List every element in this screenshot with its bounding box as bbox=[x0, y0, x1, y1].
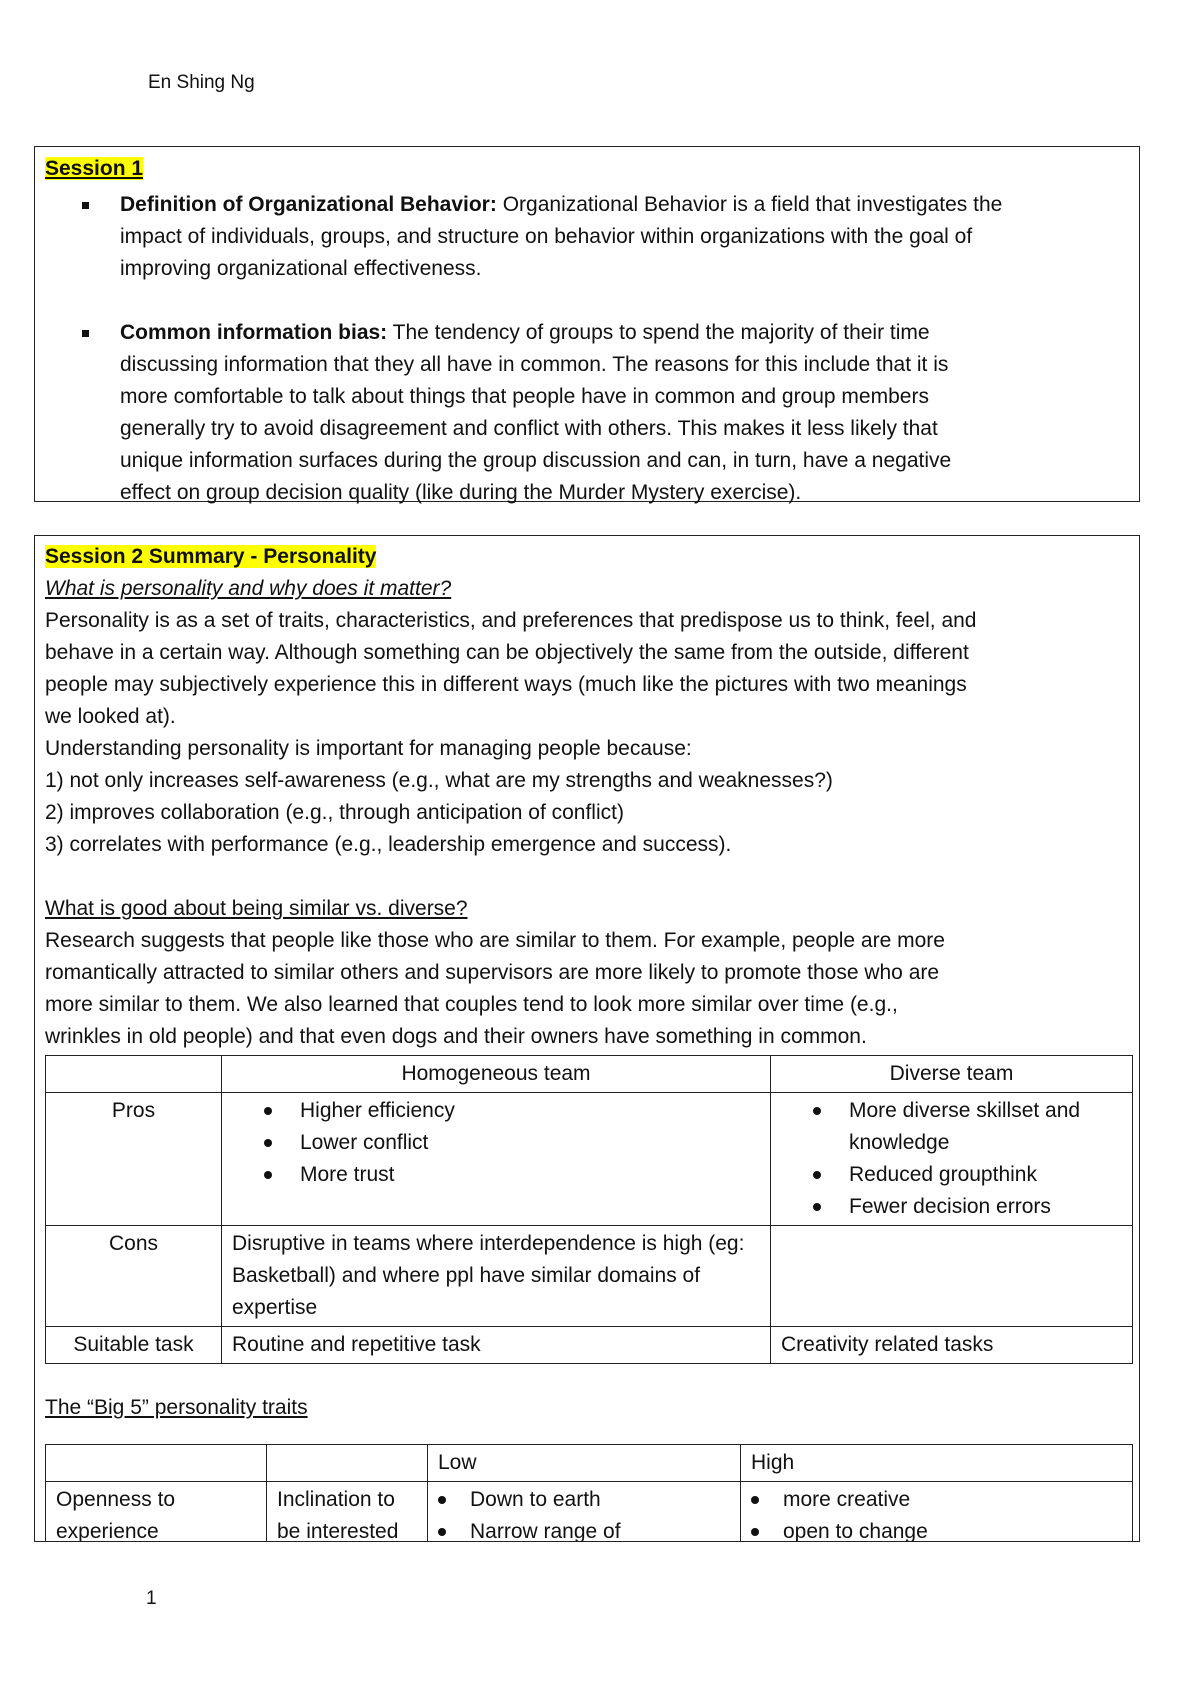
table-row bbox=[46, 1482, 1133, 1543]
session1-title: Session 1 bbox=[45, 157, 144, 180]
table-cell: Disruptive in teams where interdependence is high (eg: Basketball) and where ppl have similar domains of expertise bbox=[222, 1226, 771, 1327]
session2-box bbox=[34, 535, 1140, 1542]
list-item bbox=[232, 1127, 760, 1159]
definition-text: The tendency of groups to spend the majority of their time bbox=[392, 321, 930, 344]
paragraph-line: 1) not only increases self-awareness (e.g., what are my strengths and weaknesses?) bbox=[45, 769, 833, 792]
row-label: Cons bbox=[46, 1226, 222, 1327]
row-label: Suitable task bbox=[46, 1327, 222, 1364]
paragraph-line: Research suggests that people like those who are similar to them. For example, people are more bbox=[45, 929, 945, 952]
table-cell bbox=[222, 1093, 771, 1226]
session1-list bbox=[45, 189, 1129, 509]
list-item bbox=[232, 1159, 760, 1191]
session1-box bbox=[34, 146, 1140, 502]
list-item bbox=[45, 189, 1129, 285]
list-item-text: Higher efficiency bbox=[300, 1099, 455, 1122]
list-item-text: more creative bbox=[783, 1488, 911, 1511]
bullet-list bbox=[232, 1095, 760, 1191]
paragraph-line: more similar to them. We also learned that couples tend to look more similar over time (e.g., bbox=[45, 993, 898, 1016]
bullet-icon bbox=[438, 1528, 446, 1536]
bullet-icon bbox=[438, 1496, 446, 1504]
section-heading: The “Big 5” personality traits bbox=[45, 1396, 308, 1419]
term-label: Common information bias: bbox=[120, 321, 388, 344]
table-header-cell: Homogeneous team bbox=[222, 1056, 771, 1093]
definition-text: unique information surfaces during the group discussion and can, in turn, have a negative bbox=[120, 449, 952, 472]
bullet-list bbox=[438, 1484, 730, 1542]
list-item bbox=[438, 1484, 730, 1516]
definition-text: effect on group decision quality (like during the Murder Mystery exercise). bbox=[120, 481, 802, 504]
author-name: En Shing Ng bbox=[148, 72, 255, 93]
page-number: 1 bbox=[146, 1588, 157, 1609]
table-header-cell: Low bbox=[428, 1445, 741, 1482]
bullet-icon bbox=[813, 1107, 821, 1115]
table-row bbox=[46, 1093, 1133, 1226]
bullet-icon bbox=[751, 1528, 759, 1536]
paragraph-line: people may subjectively experience this in different ways (much like the pictures with two meanings bbox=[45, 673, 967, 696]
bullet-icon bbox=[813, 1203, 821, 1211]
table-header-cell: Diverse team bbox=[771, 1056, 1133, 1093]
question-heading: What is personality and why does it matter? bbox=[45, 577, 452, 600]
list-item-text: More trust bbox=[300, 1163, 395, 1186]
table-cell bbox=[741, 1482, 1133, 1543]
paragraph-line: we looked at). bbox=[45, 705, 176, 728]
list-item-text: Down to earth bbox=[470, 1488, 601, 1511]
table-cell bbox=[428, 1482, 741, 1543]
definition-text: Organizational Behavior is a field that investigates the bbox=[502, 193, 1003, 216]
spacer bbox=[45, 861, 1131, 893]
table-cell: Routine and repetitive task bbox=[222, 1327, 771, 1364]
list-item bbox=[781, 1159, 1122, 1191]
table-cell bbox=[771, 1093, 1133, 1226]
paragraph-line: Understanding personality is important for managing people because: bbox=[45, 737, 692, 760]
table-row bbox=[46, 1056, 1133, 1093]
bullet-icon bbox=[751, 1496, 759, 1504]
paragraph-line: behave in a certain way. Although something can be objectively the same from the outside, different bbox=[45, 641, 969, 664]
paragraph-line: romantically attracted to similar others and supervisors are more likely to promote those who are bbox=[45, 961, 940, 984]
list-item-text: More diverse skillset and knowledge bbox=[849, 1099, 1081, 1154]
table-row bbox=[46, 1226, 1133, 1327]
big5-table bbox=[45, 1444, 1133, 1542]
list-item bbox=[781, 1191, 1122, 1223]
session2-title: Session 2 Summary - Personality bbox=[45, 545, 377, 568]
paragraph-line: 3) correlates with performance (e.g., leadership emergence and success). bbox=[45, 833, 732, 856]
paragraph-line: Personality is as a set of traits, characteristics, and preferences that predispose us to think, feel, and bbox=[45, 609, 977, 632]
table-header-cell: High bbox=[741, 1445, 1133, 1482]
paragraph-line: wrinkles in old people) and that even dogs and their owners have something in common. bbox=[45, 1025, 867, 1048]
square-bullet-icon bbox=[82, 330, 89, 337]
table-header-cell bbox=[46, 1445, 267, 1482]
list-item-text: Narrow range of bbox=[470, 1520, 621, 1542]
definition-text: more comfortable to talk about things that people have in common and group members bbox=[120, 385, 929, 408]
row-label: Pros bbox=[46, 1093, 222, 1226]
list-item bbox=[438, 1516, 730, 1542]
trait-description: Inclination to be interested bbox=[267, 1482, 428, 1543]
table-cell: Creativity related tasks bbox=[771, 1327, 1133, 1364]
bullet-icon bbox=[813, 1171, 821, 1179]
bullet-list bbox=[781, 1095, 1122, 1223]
bullet-list bbox=[751, 1484, 1122, 1542]
table-header-cell bbox=[267, 1445, 428, 1482]
list-item bbox=[45, 317, 1129, 509]
list-item-text: Fewer decision errors bbox=[849, 1195, 1051, 1218]
list-item bbox=[751, 1484, 1122, 1516]
definition-text: discussing information that they all have in common. The reasons for this include that it is bbox=[120, 353, 949, 376]
table-header-cell bbox=[46, 1056, 222, 1093]
table-cell bbox=[771, 1226, 1133, 1327]
team-comparison-table bbox=[45, 1055, 1133, 1364]
question-heading: What is good about being similar vs. diverse? bbox=[45, 897, 468, 920]
table-row bbox=[46, 1445, 1133, 1482]
paragraph-line: 2) improves collaboration (e.g., through anticipation of conflict) bbox=[45, 801, 624, 824]
table-row bbox=[46, 1327, 1133, 1364]
square-bullet-icon bbox=[82, 202, 89, 209]
definition-text: impact of individuals, groups, and structure on behavior within organizations with the goal of bbox=[120, 225, 973, 248]
bullet-icon bbox=[264, 1171, 272, 1179]
bullet-icon bbox=[264, 1107, 272, 1115]
trait-name: Openness to experience bbox=[46, 1482, 267, 1543]
definition-text: improving organizational effectiveness. bbox=[120, 257, 482, 280]
list-item bbox=[751, 1516, 1122, 1542]
list-item-text: Reduced groupthink bbox=[849, 1163, 1037, 1186]
list-item bbox=[781, 1095, 1122, 1159]
list-item-text: open to change bbox=[783, 1520, 928, 1542]
definition-text: generally try to avoid disagreement and conflict with others. This makes it less likely that bbox=[120, 417, 938, 440]
list-item bbox=[232, 1095, 760, 1127]
list-item-text: Lower conflict bbox=[300, 1131, 429, 1154]
bullet-icon bbox=[264, 1139, 272, 1147]
term-label: Definition of Organizational Behavior: bbox=[120, 193, 497, 216]
